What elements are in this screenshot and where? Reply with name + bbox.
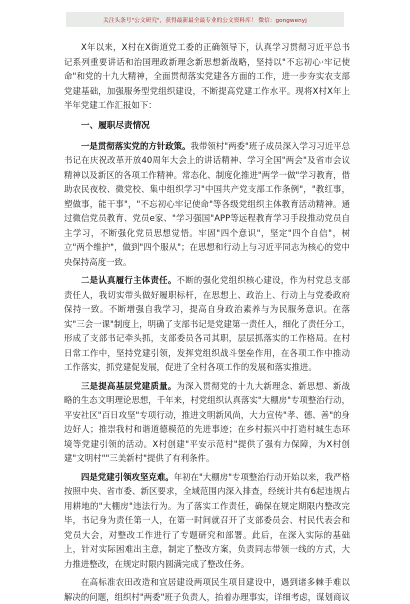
item-text-1: 我带领村"两委"班子成员深入学习习近平总书记在庆祝改革开放40周年大会上的讲话精神、学习全国"两会"及省市会议精神以及新区的各项工作精神。常态化、制度化推进"两学一做"学习教育，借助农民夜校、微党校、集中组织学习"中国共产党支部工作条例"，"教红事，塑做事，能干事"，"不忘初心牢记使命"等各级党组织主体教育活动精神。通过微信党员教育、党员e家、"学习强国"APP等远程教育学习手段推动党员自主学习，不断强化党员思想觉悟。牢固"四个意识"，坚定"四个自信"，树立"两个维护"，做到"四个服从"；在思想和行动上与习近平同志为核心的党中央保持高度一致。: [64, 140, 350, 267]
item-lead-1: 一是贯彻落实党的方针政策。: [81, 140, 191, 151]
item-paragraph-2: [64, 273, 350, 375]
intro-paragraph: X年以来，X村在X街道党工委的正确领导下，认真学习贯彻习近平总书记系列重要讲话和治国理政新理念新思想新战略，坚持以"不忘初心·牢记使命"和党的十九大精神，全面贯彻落实党建各方面的工作，进一步夯实农支部党建基础，加强服务型党组织建设，不断提高党建工作水平。现将X村X年上半年党建工作汇报如下：: [64, 42, 350, 110]
item-lead-2: 二是认真履行主体责任。: [81, 275, 177, 285]
item-paragraph-3: [64, 379, 350, 466]
item-paragraph-1: [64, 139, 350, 270]
document-body: [64, 40, 350, 604]
item-text-3: 为深入贯彻党的十九大新理念、新思想、新战略的生态文明理论思想，千年来，村党组织认真落实"大棚房"专项整治行动，平安社区"百日攻坚"专项行动，推进文明新风尚，大力宣传"孝、德、善"的身边好人；推崇我村和谐道德模范的先进事迹；在乡村振兴中打造村城生态环境等党建引领的活动。X村创建"平安示范村"提供了强有力保障，为X村创建"文明村""三美新村"提供了有利条件。: [64, 380, 350, 463]
tail-paragraph: 在高标准农田改造和宜居建设两项民生项目建设中，遇到诸多棘手难以解决的问题，组织村"两委"班子负责人，抬着办理事实，详细考虑，谋划商议: [64, 577, 350, 602]
section-heading: 一、履职尽责情况: [81, 120, 150, 131]
item-lead-3: 三是提高基层党建质量。: [81, 380, 177, 391]
item-text-2: 不断的强化党组织核心建设，作为村党总支部责任人，我切实带头做好履职标杆，在思想上、政治上、行动上与党委政府保持一致。不断增强自我学习，提高自身政治素养与为民服务意识。在落实"三会一课"制度上，明确了支部书记是党建第一责任人，细化了责任分工，形成了支部书记牵头抓，支部委员各司其职，层层抓落实的工作格局。在村日常工作中，坚持党建引领，发挥党组织战斗堡垒作用，在各项工作中推动工作落实，抓党建促发展，促进了全村各项工作的发展和落实推进。: [64, 275, 350, 372]
item-paragraph-4: [64, 470, 350, 572]
header-banner: 关注头条号"公文研究"，获得最新最全最专业的公文资料库！ 微信：gongwenyj: [66, 12, 344, 27]
item-text-4: 年初在"大棚房"专项整治行动开始以来，我严格按照中央、省市委、新区要求，全域范围内深入排查，经统计共有6起违规占用耕地的"大棚房"违法行为。为了落实工作责任，确保在规定期限内整改完毕，书记身为责任第一人，在第一时间就召开了支部委员会、村民代表会和党员大会，对整改工作进行了专题研究和部署。此后，在深入实际的基础上，针对实际困难出主意，制定了整改方案，负责同志带领一线的方式，大力推进整改，在规定时限内圆满完成了整改任务。: [64, 471, 350, 569]
item-lead-4: 四是党建引领攻坚克难。: [81, 471, 174, 482]
